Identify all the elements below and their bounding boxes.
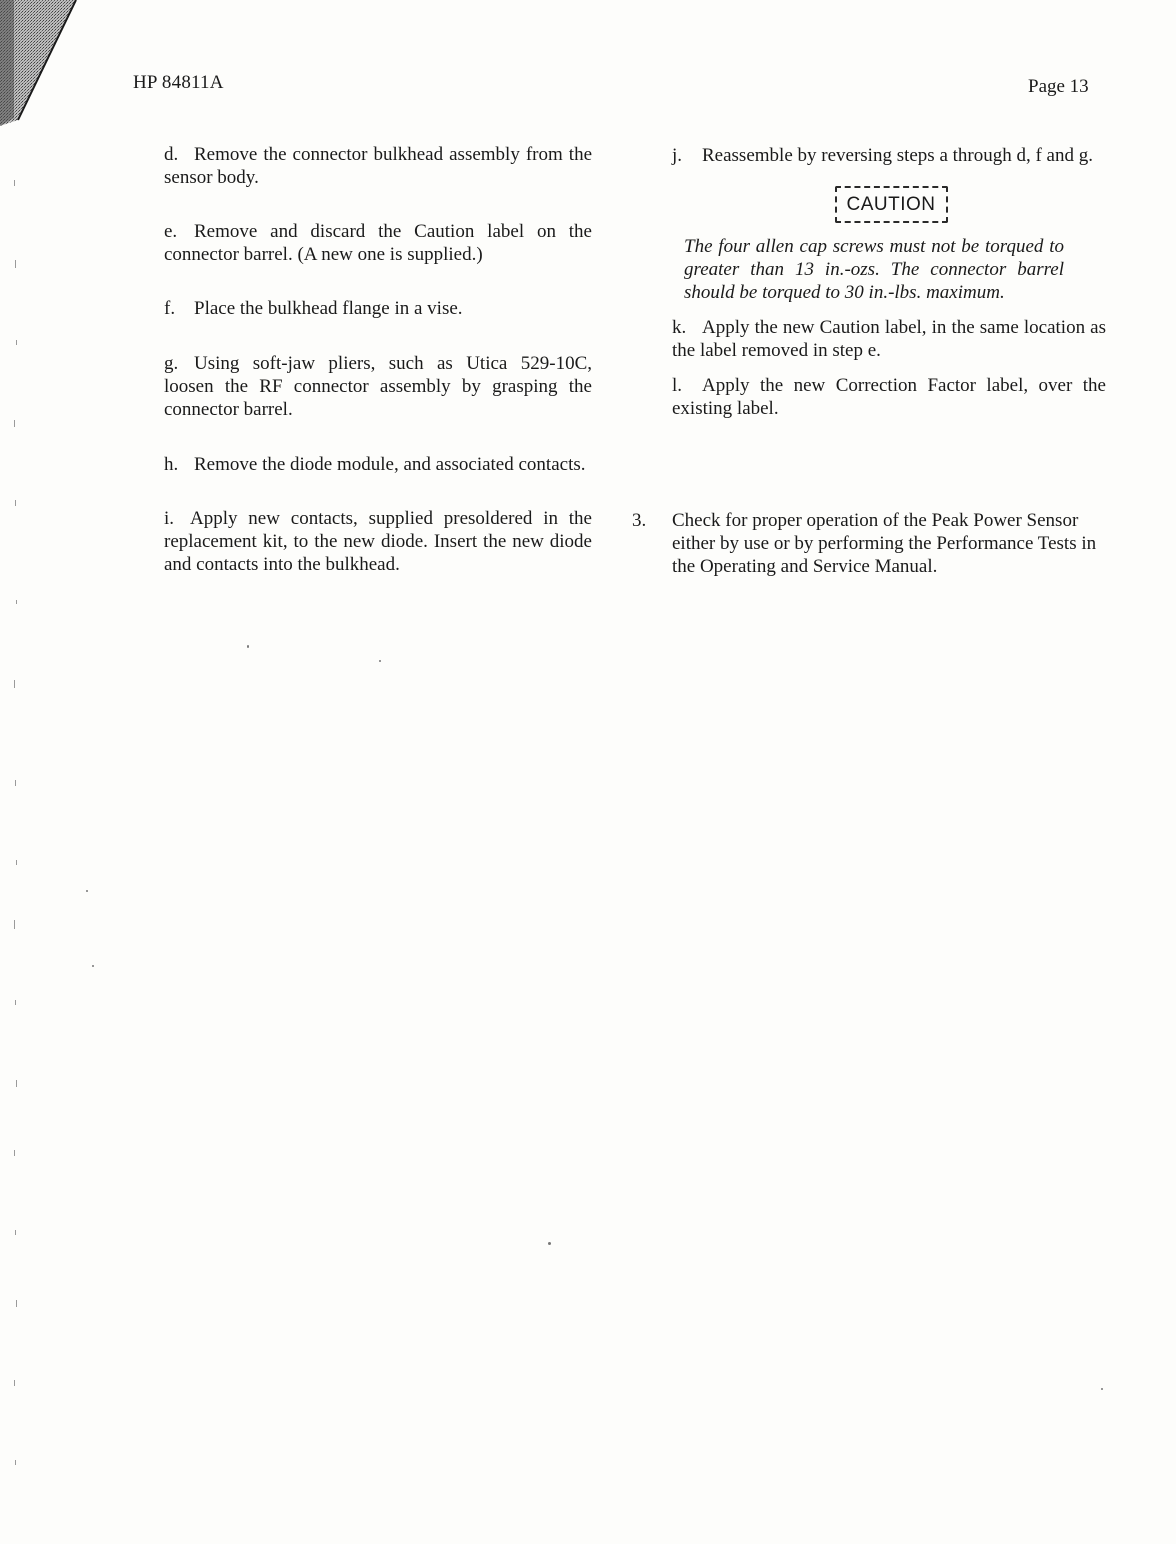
step-d (164, 143, 592, 189)
step-k (672, 316, 1106, 362)
step-i-text: Apply new contacts, supplied presoldered in the replacement kit, to the new diode. Insert the new diode and contacts into the bulkhead. (164, 508, 592, 575)
step-f (164, 297, 592, 320)
step-j-letter: j. (672, 145, 683, 166)
step-j (672, 144, 1106, 167)
scan-speck (92, 965, 94, 967)
step-l-letter: l. (672, 375, 683, 396)
step-f-text: Place the bulkhead flange in a vise. (194, 298, 463, 319)
step-l-text: Apply the new Correction Factor label, over the existing label. (672, 375, 1106, 419)
step-d-text: Remove the connector bulkhead assembly from the sensor body. (164, 144, 592, 188)
step-j-text: Reassemble by reversing steps a through d, f and g. (702, 145, 1093, 166)
step-e-text: Remove and discard the Caution label on the connector barrel. (A new one is supplied.) (164, 221, 592, 265)
step-k-letter: k. (672, 317, 687, 338)
step-h (164, 453, 592, 476)
step-i-letter: i. (164, 508, 175, 529)
scan-edge-speckles (6, 140, 20, 1520)
right-column (672, 144, 1106, 420)
caution-label: CAUTION (835, 186, 948, 223)
step-g (164, 352, 592, 421)
left-column (164, 143, 592, 576)
step-g-letter: g. (164, 353, 179, 374)
scan-speck (86, 890, 88, 892)
step-k-text: Apply the new Caution label, in the same location as the label removed in step e. (672, 317, 1106, 361)
step-g-text: Using soft-jaw pliers, such as Utica 529-10C, loosen the RF connector assembly by grasping the connector barrel. (164, 353, 592, 420)
scan-corner-mark (0, 0, 80, 130)
document-model-number: HP 84811A (133, 72, 224, 93)
page-number: Page 13 (1028, 76, 1089, 97)
step-3-text: Check for proper operation of the Peak Power Sensor either by use or by performing the Performance Tests in the Operating and Service Manual. (672, 510, 1097, 577)
step-i (164, 507, 592, 576)
step-l (672, 374, 1106, 420)
caution-label-wrap (672, 186, 1106, 223)
step-e (164, 220, 592, 266)
step-h-letter: h. (164, 454, 179, 475)
step-h-text: Remove the diode module, and associated contacts. (194, 454, 586, 475)
caution-text: The four allen cap screws must not be torqued to greater than 13 in.-ozs. The connector barrel should be torqued to 30 in.-lbs. maximum. (684, 236, 1064, 303)
step-3 (632, 509, 1107, 578)
step-3-number: 3. (632, 510, 647, 531)
step-f-letter: f. (164, 298, 176, 319)
scan-speck (379, 660, 381, 662)
scan-speck (1101, 1388, 1103, 1390)
scan-speck (548, 1242, 551, 1245)
step-d-letter: d. (164, 144, 179, 165)
scan-speck (247, 645, 249, 648)
step-e-letter: e. (164, 221, 178, 242)
